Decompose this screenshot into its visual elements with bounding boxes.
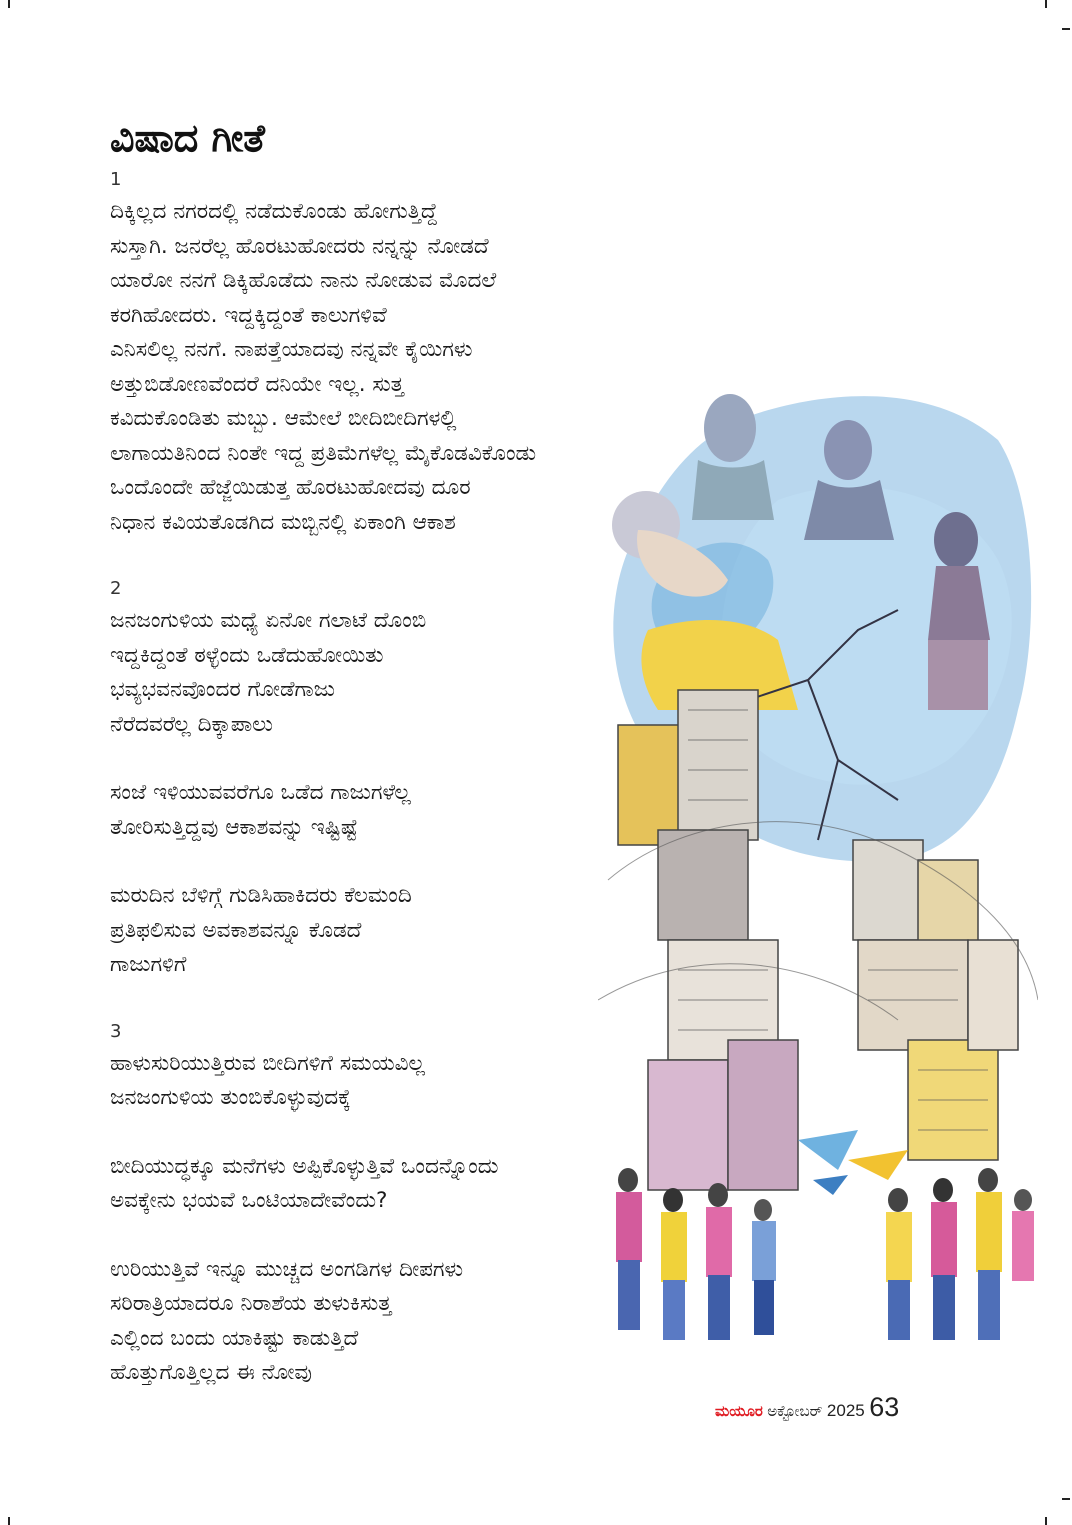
issue-month: ಅಕ್ಟೋಬರ್ [767,1402,823,1420]
poem-line: ಎನಿಸಲಿಲ್ಲ ನನಗೆ. ನಾಪತ್ತೆಯಾದವು ನನ್ನವೇ ಕೈಯಿಗಳು [110,337,473,362]
crop-mark-right-bottom [1062,1498,1070,1500]
poem-line: ಸುಸ್ತಾಗಿ. ಜನರೆಲ್ಲ ಹೊರಟುಹೋದರು ನನ್ನನ್ನು ನೋಡದೆ [110,233,489,259]
poem-line: ಬೀದಿಯುದ್ಧಕ್ಕೂ ಮನೆಗಳು ಅಪ್ಪಿಕೊಳ್ಳುತ್ತಿವೆ ಒಂದನ್ನೊಂದು [110,1153,499,1179]
page-footer [715,1392,899,1423]
poem-line: ಕವಿದುಕೊಂಡಿತು ಮಬ್ಬು. ಆಮೇಲೆ ಬೀದಿಬೀದಿಗಳಲ್ಲಿ [110,406,457,431]
magazine-name: ಮಯೂರ [715,1402,763,1420]
stanza [110,1253,670,1391]
poem-section [110,1017,670,1391]
poem-line: ಲಾಗಾಯತಿನಿಂದ ನಿಂತೇ ಇದ್ದ ಪ್ರತಿಮೆಗಳೆಲ್ಲ ಮೈಕೊಡವಿಕೊಂಡು [110,440,537,466]
section-number: 2 [110,578,122,599]
section-number: 3 [110,1020,122,1042]
poem-line: ಅತ್ತುಬಿಡೋಣವೆಂದರೆ ದನಿಯೇ ಇಲ್ಲ. ಸುತ್ತ [110,371,404,397]
poem-line: ಪ್ರತಿಫಲಿಸುವ ಅವಕಾಶವನ್ನೂ ಕೊಡದೆ [110,917,362,943]
stanza [110,879,670,983]
poem-line: ಹಾಳುಸುರಿಯುತ್ತಿರುವ ಬೀದಿಗಳಿಗೆ ಸಮಯವಿಲ್ಲ [110,1050,425,1076]
crop-mark-bottom-right [1045,1517,1047,1525]
stanza [110,1047,670,1116]
poem-line: ಅವಕ್ಕೇನು ಭಯವೆ ಒಂಟಿಯಾದೇವೆಂದು? [110,1188,388,1213]
crop-mark-bottom-left [8,1517,10,1525]
poem-line: ನೆರೆದವರೆಲ್ಲ ದಿಕ್ಕಾಪಾಲು [110,711,273,737]
poem-body [110,165,670,1391]
poem-line: ನಿಧಾನ ಕವಿಯತೊಡಗಿದ ಮಬ್ಬಿನಲ್ಲಿ ಏಕಾಂಗಿ ಆಕಾಶ [110,509,456,535]
stanza [110,604,670,742]
poem-line: ಕರಗಿಹೋದರು. ಇದ್ದಕ್ಕಿದ್ದಂತೆ ಕಾಲುಗಳಿವೆ [110,302,387,328]
crop-mark-top-left [8,0,10,8]
poem-line: ಸಂಜೆ ಇಳಿಯುವವರೆಗೂ ಒಡೆದ ಗಾಜುಗಳೆಲ್ಲ [110,780,411,805]
stanza [110,1150,670,1219]
issue-year: 2025 [826,1401,865,1420]
stanza [110,776,670,845]
poem-line: ದಿಕ್ಕಿಲ್ಲದ ನಗರದಲ್ಲಿ ನಡೆದುಕೊಂಡು ಹೋಗುತ್ತಿದ್ದೆ [110,199,438,224]
poem-line: ಯಾರೋ ನನಗೆ ಡಿಕ್ಕಿಹೊಡೆದು ನಾನು ನೋಡುವ ಮೊದಲೆ [110,268,497,293]
poem-line: ಇದ್ದಕಿದ್ದಂತೆ ಠಳ್ಳೆಂದು ಒಡೆದುಹೋಯಿತು [110,642,384,668]
poem-line: ಹೊತ್ತುಗೊತ್ತಿಲ್ಲದ ಈ ನೋವು [110,1360,312,1385]
crop-mark-top-right [1045,0,1047,8]
section-number: 1 [110,169,122,190]
poem-line: ಒಂದೊಂದೇ ಹೆಜ್ಜೆಯಿಡುತ್ತ ಹೊರಟುಹೋದವು ದೂರ [110,475,471,500]
page-number: 63 [869,1392,900,1422]
poem-line: ಎಲ್ಲಿಂದ ಬಂದು ಯಾಕಿಷ್ಟು ಕಾಡುತ್ತಿದೆ [110,1325,359,1351]
poem-section [110,165,670,540]
stanza [110,195,670,540]
poem-line: ತೋರಿಸುತ್ತಿದ್ದವು ಆಕಾಶವನ್ನು ಇಷ್ಟಿಷ್ಟೆ [110,814,358,840]
crop-mark-right-top [1062,28,1070,30]
poem-section [110,574,670,983]
poem-line: ಜನಜಂಗುಳಿಯ ತುಂಬಿಕೊಳ್ಳುವುದಕ್ಕೆ [110,1085,351,1110]
poem-title: ವಿಷಾದ ಗೀತೆ [110,116,265,160]
poem-line: ಉರಿಯುತ್ತಿವೆ ಇನ್ನೂ ಮುಚ್ಚದ ಅಂಗಡಿಗಳ ದೀಪಗಳು [110,1256,464,1282]
poem-line: ಜನಜಂಗುಳಿಯ ಮಧ್ಯೆ ಏನೋ ಗಲಾಟೆ ದೊಂಬಿ [110,608,427,633]
poem-line: ಭವ್ಯಭವನವೊಂದರ ಗೋಡೆಗಾಜು [110,677,336,702]
poem-illustration [598,380,1038,1340]
poem-line: ಸರಿರಾತ್ರಿಯಾದರೂ ನಿರಾಶೆಯ ತುಳುಕಿಸುತ್ತ [110,1291,392,1316]
poem-line: ಮರುದಿನ ಬೆಳಿಗ್ಗೆ ಗುಡಿಸಿಹಾಕಿದರು ಕೆಲಮಂದಿ [110,883,412,908]
poem-line: ಗಾಜುಗಳಿಗೆ [110,952,187,977]
